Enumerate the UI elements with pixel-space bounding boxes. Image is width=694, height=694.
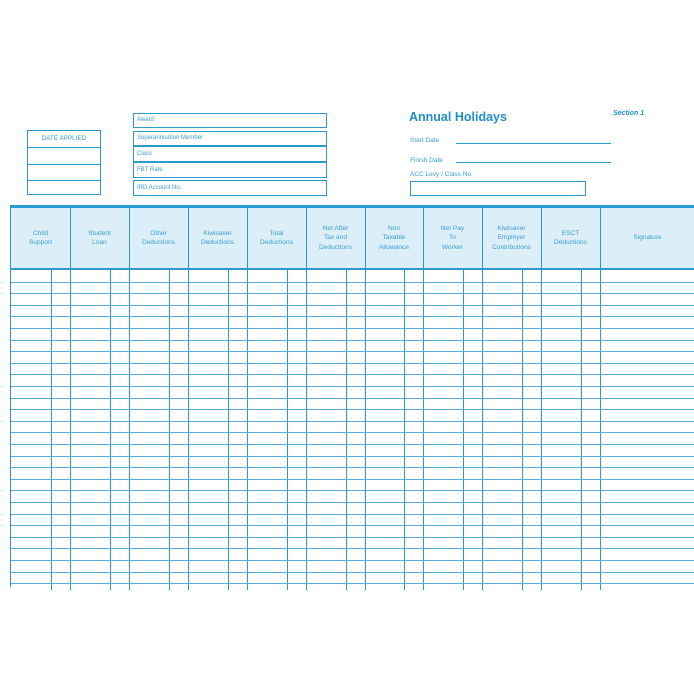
date-applied-row[interactable] [28,165,100,182]
column-header-net-after-tax: Net After Tax and Deductions [319,224,352,251]
fbt-rate-label: FBT Rate [137,167,163,173]
table-row-line [11,548,694,549]
table-row-line [11,537,694,538]
superannuation-member-label: Superannuation Member [137,135,204,141]
table-row-line [11,282,694,283]
section-label: Section 1 [613,110,645,117]
table-row-line [11,467,694,468]
table-row-line [11,398,694,399]
column-divider [600,208,601,590]
column-divider [541,208,542,590]
ird-account-label: IRD Account No. [137,185,182,191]
table-row-line [11,583,694,584]
table-row-line [11,305,694,306]
date-applied-row[interactable] [28,181,100,197]
table-row-line [11,409,694,410]
table-row-line [11,316,694,317]
table-row-line [11,479,694,480]
employee-fields-box [133,113,327,196]
cents-divider [404,270,405,590]
cents-divider [463,270,464,590]
acc-levy-field[interactable] [410,181,586,196]
column-header-total-deductions: Total Deductions [260,229,293,246]
class-field[interactable] [133,146,327,162]
table-row-line [11,351,694,352]
table-row-line [11,374,694,375]
table-row-line [11,572,694,573]
class-label: Class [137,151,153,157]
ird-account-field[interactable] [133,180,327,196]
table-row-line [11,328,694,329]
start-date-label: Start Date [410,137,440,144]
column-header-student-loan: Student Loan [88,229,111,246]
table-row-line [11,363,694,364]
table-row-line [11,432,694,433]
column-header-other-deductions: Other Deductions [142,229,175,246]
column-header-non-taxable-allowance: Non Taxable Allowance [378,224,410,251]
column-divider [247,208,248,590]
holiday-pay-table [10,205,694,587]
table-row-line [11,525,694,526]
cents-divider [228,270,229,590]
date-applied-header: DATE APPLIED [28,131,100,148]
column-header-kiwisaver-employer-contributions: Kiwisaver Employer Contributions [492,224,531,251]
column-divider [423,208,424,590]
column-header-child-support: Child Support [28,229,53,246]
table-row-line [11,386,694,387]
column-divider [365,208,366,590]
column-header-esct-deductions: ESCT Deductions [554,229,587,246]
fbt-rate-field[interactable] [133,162,327,178]
table-row-line [11,340,694,341]
column-divider [129,208,130,590]
table-row-line [11,293,694,294]
table-row-line [11,444,694,445]
cents-divider [346,270,347,590]
award-field[interactable] [133,113,327,128]
column-divider [188,208,189,590]
column-header-kiwisaver-deductions: Kiwisaver Deductions [201,229,234,246]
cents-divider [110,270,111,590]
cents-divider [169,270,170,590]
table-row-line [11,560,694,561]
column-divider [306,208,307,590]
cents-divider [522,270,523,590]
finish-date-line[interactable] [456,162,611,163]
column-header-signature: Signature [633,234,662,242]
acc-levy-label: ACC Levy / Class No. [410,171,473,178]
page-title: Annual Holidays [409,110,507,124]
cents-divider [287,270,288,590]
date-applied-row[interactable] [28,148,100,165]
table-row-line [11,490,694,491]
cents-divider [51,270,52,590]
table-row-line [11,421,694,422]
superannuation-member-field[interactable] [133,131,327,146]
table-header [11,208,694,270]
column-header-net-pay-to-worker: Net Pay To Worker [440,224,465,251]
cents-divider [581,270,582,590]
finish-date-label: Finish Date [410,157,443,164]
table-row-line [11,456,694,457]
start-date-line[interactable] [456,143,611,144]
table-row-line [11,514,694,515]
award-label: Award [137,117,154,123]
column-divider [70,208,71,590]
table-row-line [11,502,694,503]
date-applied-box [27,130,101,195]
column-divider [482,208,483,590]
